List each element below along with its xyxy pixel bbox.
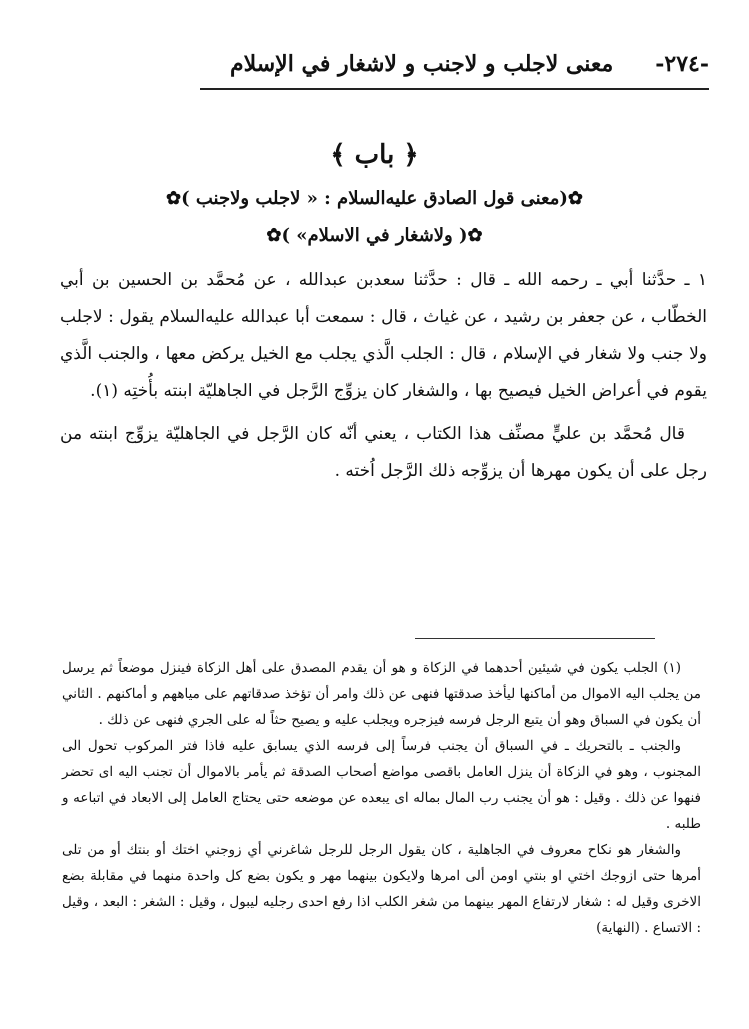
header-rule [200, 88, 709, 90]
author-note-paragraph: قال مُحمَّد بن عليٍّ مصنِّف هذا الكتاب ، يعني أنّه كان الرَّجل في الجاهليّة يزوِّج ابنته من رجل على أن يكون مهرها أن يزوِّجه ذلك الرَّجل اُخته . [60, 424, 707, 481]
footnotes [62, 655, 701, 941]
page-number: -٢٧٤- [655, 51, 709, 77]
hadith-paragraph: ١ ـ حدَّثنا أبي ـ رحمه الله ـ قال : حدَّثنا سعدبن عبدالله ، عن مُحمَّد بن الحسين بن أبي الخطّاب ، عن جعفر بن رشيد ، عن غياث ، قال : سمعت أبا عبدالله عليه‌السلام يقول : لاجلب ولا جنب ولا شغار في الإسلام ، قال : الجلب الَّذي يجلب مع الخيل يركض معها ، والجنب الَّذي يقوم في أعراض الخيل فيصيح بها ، والشغار كان يزوِّج الرَّجل في الجاهليّة ابنته بأُختِه (١). [60, 270, 708, 401]
footnote-separator [415, 638, 655, 639]
chapter-heading: ﴿ باب ﴾ [330, 140, 419, 170]
running-header [230, 44, 709, 84]
footnote-janab: والجنب ـ بالتحريك ـ في السباق أن يجنب فرساً إلى فرسه الذي يسابق عليه فاذا فتر المركوب تحول الى المجنوب ، وهو في الزكاة أن ينزل العامل باقصى مواضع أصحاب الصدقة ثم يأمر بالاموال أن تجنب اليه اى تحضر فنهوا عن ذلك . وقيل : هو أن يجنب رب المال بماله اى يبعده عن موضعه حتى يحتاج العامل إلى الابعاد في اتباعه و طلبه . [62, 738, 701, 832]
main-text [60, 262, 707, 490]
footnote-jalab: (١) الجلب يكون في شيئين أحدهما في الزكاة و هو أن يقدم المصدق على أهل الزكاة فينزل موضعاً ثم يرسل من يجلب اليه الاموال من أماكنها ليأخذ صدقتها فنهى عن ذلك وامر أن تؤخذ صدقاتهم على مياههم و أماكنهم . الثاني أن يكون في السباق وهو أن يتبع الرجل فرسه فيزجره ويجلب عليه و يصيح حثاً له على الجري فنهى عن ذلك . [62, 660, 701, 728]
chapter-title-line-1: ✿(معنى قول الصادق عليه‌السلام : « لاجلب ولاجنب )✿ [166, 188, 583, 209]
footnote-shighar: والشغار هو نكاح معروف في الجاهلية ، كان يقول الرجل للرجل شاغرني أي زوجني اختك أو بنتك أو من تلى أمرها حتى ازوجك اختي او بنتي اومن ألى امرها ولايكون بينهما مهر و يكون بضع كل واحدة منهما في مقابلة بضع الاخرى وقيل له : شغار لارتفاع المهر بينهما من شغر الكلب اذا رفع احدى رجليه ليبول ، وقيل : الشغر : البعد ، وقيل : الاتساع . (النهاية) [62, 842, 701, 936]
chapter-title-line-2: ✿( ولاشغار في الاسلام» )✿ [266, 225, 483, 246]
running-title: معنى لاجلب و لاجنب و لاشغار في الإسلام [230, 51, 614, 77]
